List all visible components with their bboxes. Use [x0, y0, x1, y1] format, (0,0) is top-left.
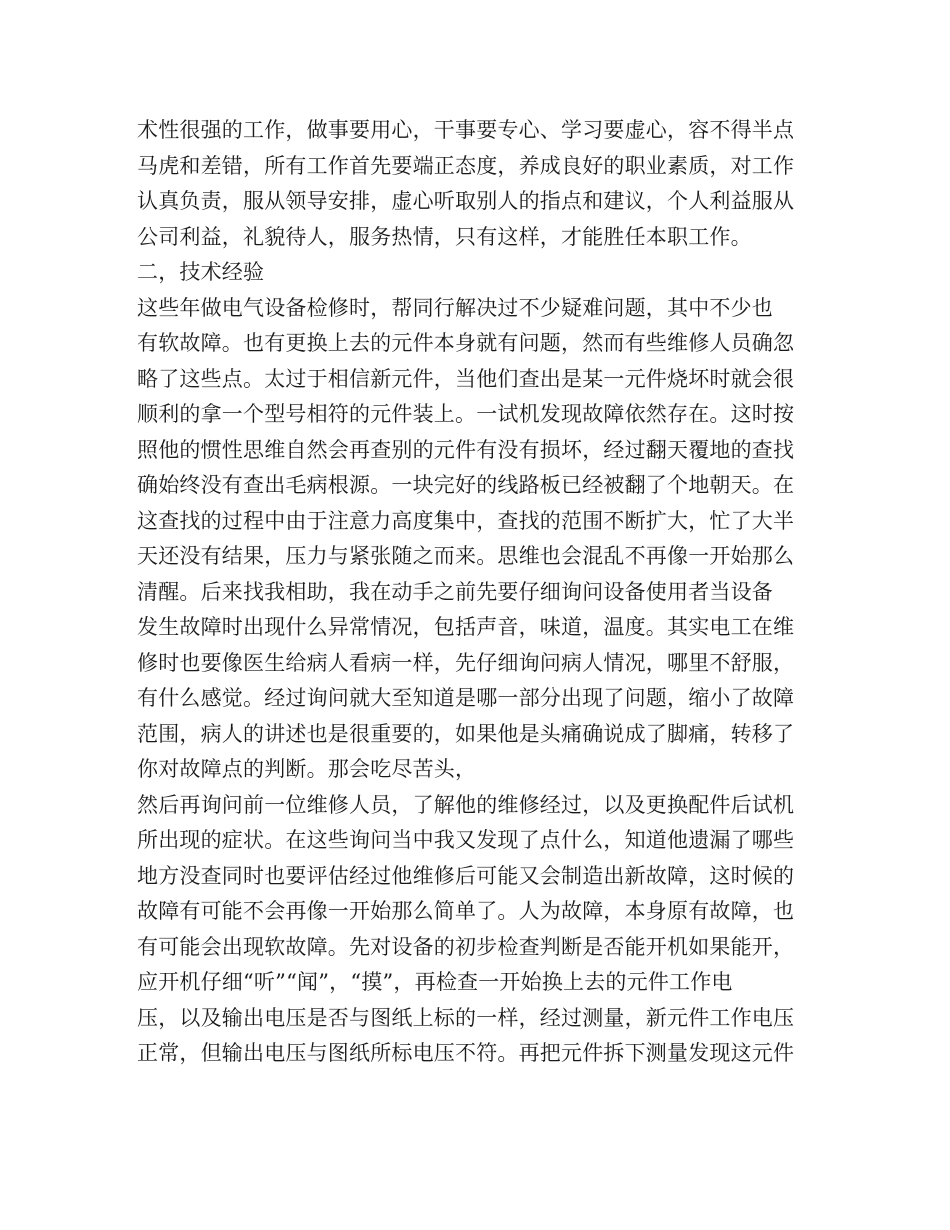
text-line: 略了这些点。太过于相信新元件，当他们查出是某一元件烧坏时就会很 [137, 366, 795, 391]
text-line: 清醒。后来找我相助，我在动手之前先要仔细询问设备使用者当设备 [137, 579, 773, 604]
text-line: 公司利益，礼貌待人，服务热情，只有这样，才能胜任本职工作。 [137, 224, 752, 249]
text-line: 修时也要像医生给病人看病一样，先仔细询问病人情况，哪里不舒服， [137, 650, 795, 675]
text-line: 应开机仔细“听”“闻”，“摸”，再检查一开始换上去的元件工作电 [137, 970, 733, 994]
text-line: 确始终没有查出毛病根源。一块完好的线路板已经被翻了个地朝天。在 [137, 473, 795, 497]
text-line: 有可能会出现软故障。先对设备的初步检查判断是否能开机如果能开， [137, 934, 795, 959]
text-line: 压，以及输出电压是否与图纸上标的一样，经过测量，新元件工作电压 [137, 1005, 795, 1030]
text-line: 范围，病人的讲述也是很重要的，如果他是头痛确说成了脚痛，转移了 [137, 721, 795, 746]
text-line: 故障有可能不会再像一开始那么简单了。人为故障，本身原有故障，也 [137, 899, 795, 923]
text-line: 然后再询问前一位维修人员，了解他的维修经过，以及更换配件后试机 [137, 792, 795, 817]
text-line: 马虎和差错，所有工作首先要端正态度，养成良好的职业素质，对工作 [137, 153, 795, 178]
text-line: 发生故障时出现什么异常情况，包括声音，味道，温度。其实电工在维 [137, 615, 795, 639]
text-line: 有软故障。也有更换上去的元件本身就有问题，然而有些维修人员确忽 [137, 331, 795, 355]
text-line: 术性很强的工作，做事要用心，干事要专心、学习要虚心，容不得半点 [137, 118, 795, 142]
text-line: 这查找的过程中由于注意力高度集中，查找的范围不断扩大，忙了大半 [137, 508, 795, 533]
text-line: 这些年做电气设备检修时，帮同行解决过不少疑难问题，其中不少也 [137, 295, 773, 320]
text-line: 地方没查同时也要评估经过他维修后可能又会制造出新故障，这时候的 [137, 863, 795, 888]
text-line: 认真负责，服从领导安排，虚心听取别人的指点和建议，个人利益服从 [137, 189, 795, 213]
text-line: 天还没有结果，压力与紧张随之而来。思维也会混乱不再像一开始那么 [137, 544, 795, 568]
text-line: 有什么感觉。经过询问就大至知道是哪一部分出现了问题，缩小了故障 [137, 686, 795, 710]
text-line: 顺利的拿一个型号相符的元件装上。一试机发现故障依然存在。这时按 [137, 402, 795, 426]
text-line: 正常，但输出电压与图纸所标电压不符。再把元件拆下测量发现这元件 [137, 1041, 795, 1065]
text-line: 所出现的症状。在这些询问当中我又发现了点什么，知道他遗漏了哪些 [137, 828, 795, 852]
section-heading: 二，技术经验 [137, 260, 265, 284]
text-line: 照他的惯性思维自然会再查别的元件有没有损坏，经过翻天覆地的查找 [137, 437, 795, 462]
body-text [137, 113, 817, 1072]
text-line: 你对故障点的判断。那会吃尽苦头， [137, 757, 477, 781]
